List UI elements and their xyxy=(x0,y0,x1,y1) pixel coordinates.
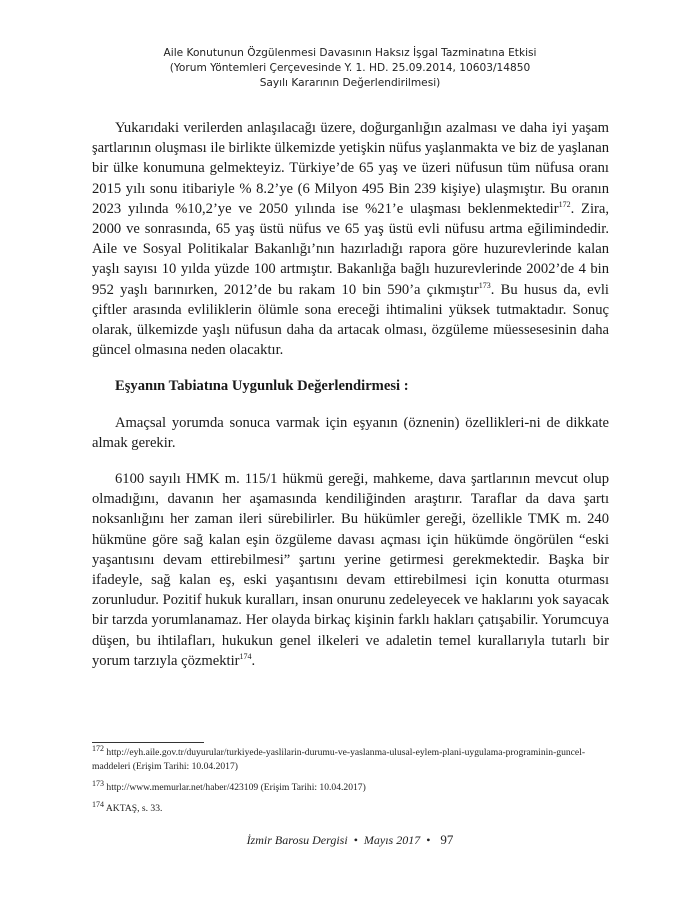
paragraph-aging-population: Yukarıdaki verilerden anlaşılacağı üzere, doğurganlığın azalması ve daha iyi yaşam şartlarının oluşması ile birlikte ülkemizde yetişkin nüfus yaşlanmakta ve biz de yaşlanan bir ülke konumuna gelmekteyiz. Türkiye’de 65 yaş ve üzeri nüfusun tüm nüfusa oranı 2015 yılı sonu itibariyle % 8.2’ye (6 Milyon 495 Bin 239 kişiye) ulaşmıştır. Bu oranın 2023 yılında %10,2’ye ve 2050 yılında ise %21’e ulaşması beklenmektedir$^{172}$. Zira, 2000 ve sonrasında, 65 yaş üstü nüfus ve 65 yaş üstü evli nüfusu artma eğilimindedir. Aile ve Sosyal Politikalar Bakanlığı’nın hazırladığı rapora göre huzurevlerinde kalan yaşlı sayısı 10 yılda yüzde 100 artmıştır. Bakanlığa bağlı huzurevlerinde 2002’de 4 bin 952 yaşlı barınırken, 2012’de bu rakam 10 bin 590’a çıkmıştır$^{173}$. Bu husus da, evli çiftler arasında evliliklerin ölümle sona ereceği ihtimalini yüksek tutmaktadır. Sonuç olarak, ülkemizde yaşlı nüfusun daha da artacak olması, özgüleme müessesesinin daha güncel olmasına neden olacaktır. xyxy=(92,120,609,359)
running-header-line-1: Aile Konutunun Özgülenmesi Davasının Haksız İşgal Tazminatına Etkisi xyxy=(163,47,537,59)
issue-date: Mayıs 2017 xyxy=(363,833,421,847)
footnote-174: $^{174}$ AKTAŞ, s. 33. xyxy=(92,799,163,814)
separator-dot: • xyxy=(426,833,431,847)
paragraph-hmk-provision: 6100 sayılı HMK m. 115/1 hükmü gereği, mahkeme, dava şartlarının mevcut olup olmadığını, davanın her aşamasında kendiliğinden araştırır. Taraflar da dava şartı noksanlığını her zaman ileri sürebilirler. Bu hükümler gereği, özellikle TMK m. 240 hükmüne göre sağ kalan eşin özgüleme davası açması için hükümde öngörülen “eski yaşantısını devam ettirebilmesi” şartını yerine getirmesi gerekmektedir. Başka bir ifadeyle, sağ kalan eş, eski yaşantısını devam ettirebilmesi için konutta oturması zorunludur. Pozitif hukuk kuralları, insan onurunu zedeleyecek ve haklarını yok sayacak bir tarzda yorumlanamaz. Her olayda birkaç kişinin farklı hakları çatışabilir. Yorumcuya düşen, bu ihtilafları, hukukun genel ilkeleri ve adaletin temel kurallarıyla tutarlı bir yorum tarzıyla çözmektir$^{174}$. xyxy=(92,471,609,669)
main-text xyxy=(92,118,609,671)
page-footer xyxy=(0,832,700,848)
running-header-line-2: (Yorum Yöntemleri Çerçevesinde Y. 1. HD. 25.09.2014, 10603/14850 xyxy=(169,62,531,74)
footnote-ref-172[interactable]: 172 xyxy=(558,199,571,209)
journal-name: İzmir Barosu Dergisi xyxy=(246,833,348,847)
separator-dot: • xyxy=(353,833,358,847)
section-heading: Eşyanın Tabiatına Uygunluk Değerlendirmesi : xyxy=(115,378,409,395)
footnote-ref-173[interactable]: 173 xyxy=(478,280,491,290)
footnote-173: $^{173}$ http://www.memurlar.net/haber/423109 (Erişim Tarihi: 10.04.2017) xyxy=(92,778,366,793)
footnote-divider xyxy=(92,742,204,743)
paragraph-purposive-interpretation: Amaçsal yorumda sonuca varmak için eşyanın (öznenin) özellikleri-ni de dikkate almak gerekir. xyxy=(92,414,609,451)
footnote-ref-174[interactable]: 174 xyxy=(239,652,252,662)
footnote-link[interactable]: http://www.memurlar.net/haber/423109 (Erişim Tarihi: 10.04.2017) xyxy=(106,782,366,793)
footnote-link[interactable]: http://eyh.aile.gov.tr/duyurular/turkiyede-yaslilarin-durumu-ve-yaslanma-ulusal-eylem-plani-uygulama-programinin-guncel-maddeleri (Erişim Tarihi: 10.04.2017) xyxy=(92,747,586,772)
running-header xyxy=(120,46,580,91)
running-header-line-3: Sayılı Kararının Değerlendirilmesi) xyxy=(259,77,441,89)
footnotes xyxy=(92,743,609,823)
page-number: 97 xyxy=(440,832,454,847)
footnote-172: $^{172}$ http://eyh.aile.gov.tr/duyurular/turkiyede-yaslilarin-durumu-ve-yaslanma-ulusal-eylem-plani-uygulama-programinin-guncel-maddeleri (Erişim Tarihi: 10.04.2017) xyxy=(92,743,586,772)
